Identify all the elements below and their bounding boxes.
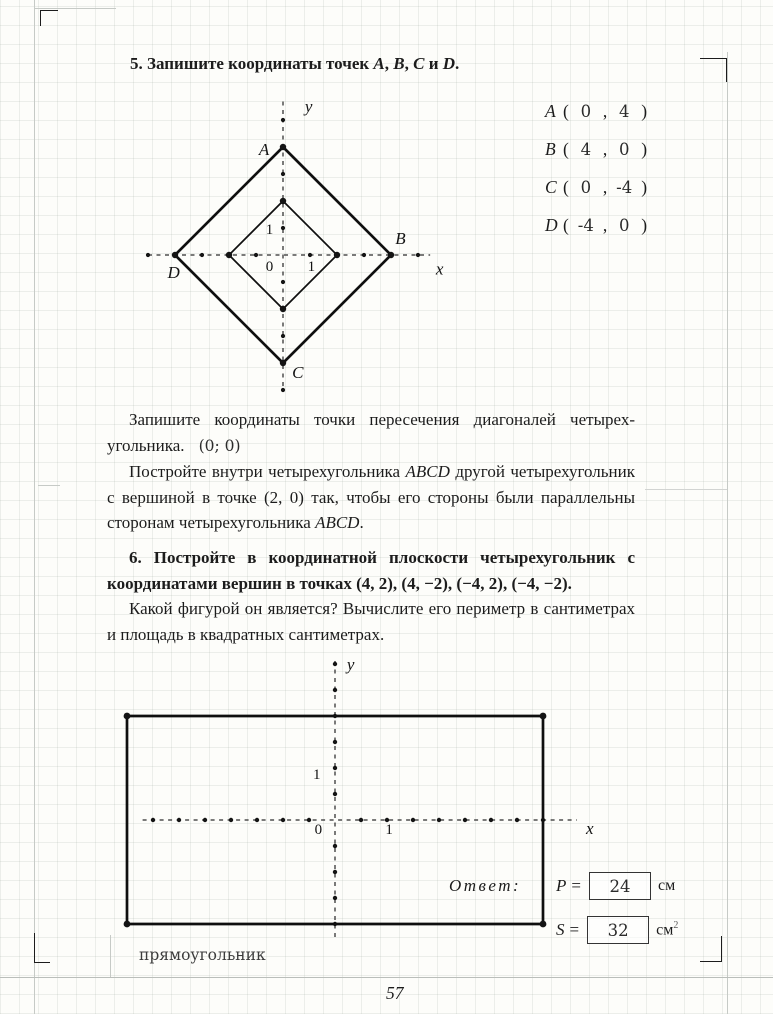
svg-text:0: 0 — [314, 822, 323, 839]
x-value: 0 — [580, 101, 592, 121]
answer-row-c — [545, 168, 649, 206]
svg-text:x: x — [435, 259, 444, 279]
crop-mark-top-right — [700, 58, 727, 82]
area-row — [556, 916, 678, 944]
task6-question: Какой фигурой он является? Вычислите его периметр в сантиметрах и площадь в квадратных сантиметрах. — [107, 599, 635, 644]
y-value: 4 — [618, 101, 630, 121]
svg-text:1: 1 — [265, 221, 274, 238]
intersection-answer: (0; 0) — [198, 436, 241, 455]
svg-text:x: x — [586, 819, 594, 839]
crop-mark-bottom-right — [700, 936, 722, 962]
paren-open: ( — [563, 176, 569, 197]
comma: , — [602, 138, 608, 159]
point-letter: B — [545, 138, 556, 159]
paren-open: ( — [563, 138, 569, 159]
y-value: 0 — [618, 215, 630, 235]
coordinate-plot-rectangle — [85, 648, 615, 948]
perimeter-value-box — [589, 872, 651, 900]
area-symbol: S — [556, 920, 565, 939]
crop-mark-bottom-left — [34, 933, 50, 963]
left-border-line — [34, 0, 35, 1014]
paren-close: ) — [641, 100, 648, 121]
task6-statement: 6. Постройте в координатной плоскости четырехугольник с координатами вершин в точках (4, 2), (4, −2), (−4, 2), (−4, −2). — [107, 548, 635, 593]
svg-text:B: B — [395, 229, 406, 249]
right-border-line — [727, 52, 728, 1014]
answer-row-d — [545, 206, 649, 244]
perimeter-value: 24 — [609, 876, 631, 896]
area-unit: $см^2$ — [656, 920, 679, 939]
crop-mark-mid-right — [645, 489, 727, 490]
svg-text:1: 1 — [385, 822, 393, 839]
paren-open: ( — [563, 214, 569, 235]
paren-open: ( — [563, 100, 569, 121]
point-letter: D — [545, 214, 558, 235]
svg-text:A: A — [258, 140, 270, 160]
comma: , — [602, 100, 608, 121]
bottom-border-line — [0, 977, 773, 978]
task5-title: 5. Запишите координаты точек A, B, C и D. — [130, 54, 460, 73]
y-value: -4 — [616, 177, 633, 197]
svg-text:y: y — [346, 655, 355, 675]
svg-text:1: 1 — [313, 766, 321, 783]
y-value: 0 — [618, 139, 630, 159]
coordinate-plot-quad-abcd — [95, 88, 485, 398]
point-letter: A — [545, 100, 556, 121]
area-value-box — [587, 916, 649, 944]
perimeter-symbol: P — [556, 876, 567, 895]
svg-text:0: 0 — [265, 259, 274, 276]
answer-row-a — [545, 92, 649, 130]
area-unit-superscript: 2 — [673, 920, 679, 932]
shape-answer: прямоугольник — [139, 946, 266, 964]
x-value: 4 — [580, 139, 592, 159]
crop-mark-mid-left — [38, 485, 60, 486]
equals-sign: = — [569, 920, 580, 939]
comma: , — [602, 176, 608, 197]
paren-close: ) — [641, 176, 648, 197]
paren-close: ) — [641, 138, 648, 159]
coordinates-answers — [545, 92, 649, 244]
paragraph-construct: Постройте внутри четырехугольника ABCD другой четырехугольник с вершиной в точке (2, 0) так, чтобы его стороны были параллельны сторонам четырехугольника ABCD. — [107, 462, 635, 532]
perimeter-row — [556, 872, 675, 900]
equals-sign: = — [571, 876, 581, 895]
page-number: 57 — [386, 983, 404, 1003]
x-value: -4 — [577, 215, 594, 235]
svg-text:y: y — [304, 96, 313, 116]
answer-row-b — [545, 130, 649, 168]
paragraph-intersection-text: Запишите координаты точки пересечения диагоналей четырехугольника. — [107, 410, 635, 455]
point-letter: C — [545, 176, 557, 197]
crop-mark-top-left — [40, 10, 58, 26]
perimeter-unit: см — [657, 877, 676, 894]
svg-text:D: D — [167, 262, 180, 282]
top-left-line — [34, 8, 116, 9]
paren-close: ) — [641, 214, 648, 235]
svg-text:C: C — [292, 362, 304, 382]
svg-text:1: 1 — [307, 259, 316, 276]
comma: , — [602, 214, 608, 235]
otvet-label: Ответ: — [449, 876, 522, 895]
area-value: 32 — [607, 920, 629, 940]
x-value: 0 — [580, 177, 592, 197]
paragraph-intersection — [107, 407, 635, 459]
